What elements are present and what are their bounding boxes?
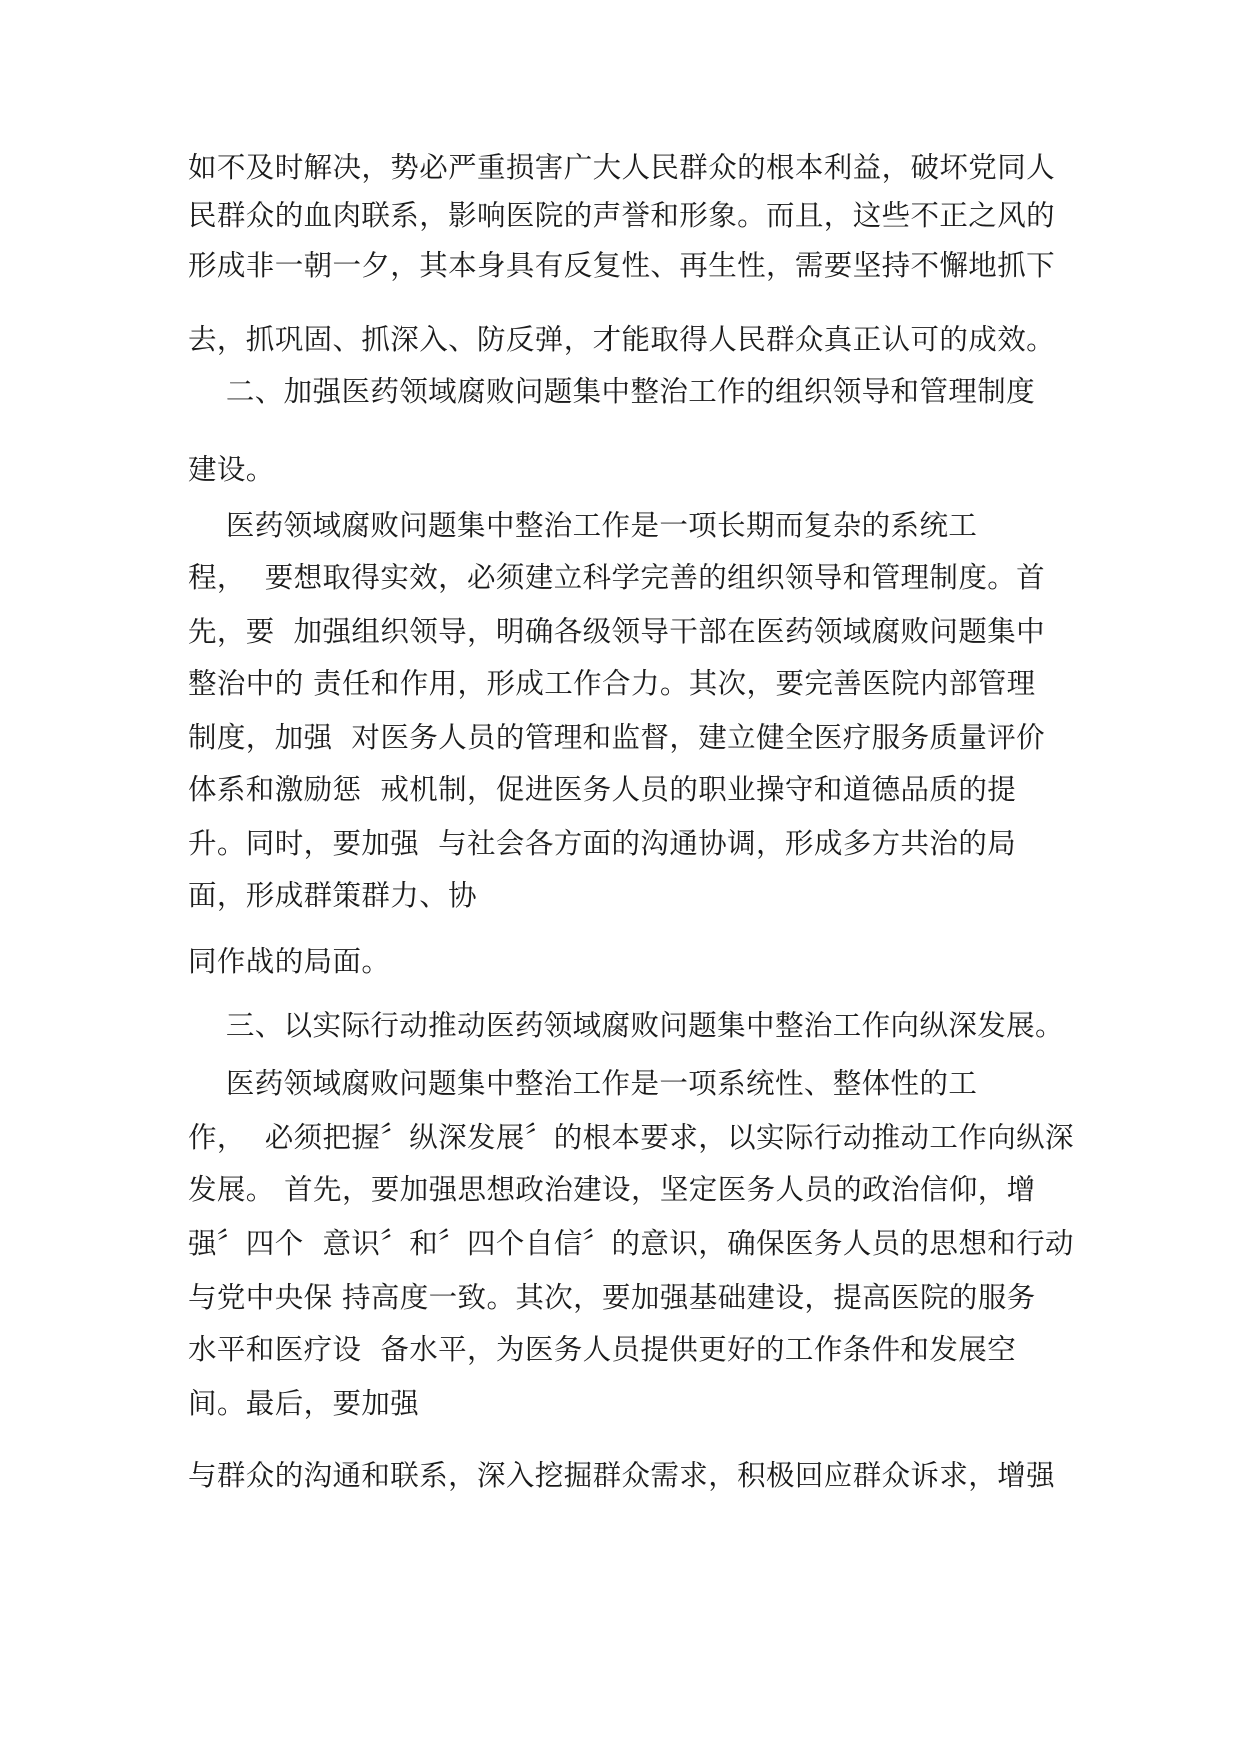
paragraph-line: 发展。 首先，要加强思想政治建设，坚定医务人员的政治信仰，增 <box>188 1173 1036 1206</box>
paragraph-line: 与党中央保 持高度一致。其次，要加强基础建设，提高医院的服务 <box>188 1281 1036 1314</box>
paragraph-line: 面，形成群策群力、协 <box>188 879 478 912</box>
paragraph-line: 与群众的沟通和联系，深入挖掘群众需求，积极回应群众诉求，增强 <box>188 1459 1056 1492</box>
paragraph-line: 民群众的血肉联系，影响医院的声誉和形象。而且，这些不正之风的 <box>188 199 1056 232</box>
paragraph-line: 医药领域腐败问题集中整治工作是一项系统性、整体性的工 <box>188 1067 978 1100</box>
section-heading-3: 三、以实际行动推动医药领域腐败问题集中整治工作向纵深发展。 <box>188 1009 1064 1042</box>
section-heading-2-continued: 建设。 <box>188 453 275 486</box>
paragraph-line: 水平和医疗设 备水平，为医务人员提供更好的工作条件和发展空 <box>188 1333 1017 1366</box>
paragraph-line: 如不及时解决，势必严重损害广大人民群众的根本利益，破坏党同人 <box>188 151 1056 184</box>
paragraph-line: 同作战的局面。 <box>188 945 391 978</box>
paragraph-line: 去，抓巩固、抓深入、防反弹，才能取得人民群众真正认可的成效。 <box>188 323 1056 356</box>
paragraph-line: 体系和激励惩 戒机制，促进医务人员的职业操守和道德品质的提 <box>188 773 1017 806</box>
paragraph-line: 间。最后，要加强 <box>188 1387 420 1420</box>
paragraph-line: 形成非一朝一夕，其本身具有反复性、再生性，需要坚持不懈地抓下 <box>188 249 1056 282</box>
paragraph-line: 程， 要想取得实效，必须建立科学完善的组织领导和管理制度。首 <box>188 561 1046 594</box>
paragraph-line: 制度，加强 对医务人员的管理和监督，建立健全医疗服务质量评价 <box>188 721 1046 754</box>
section-heading-2: 二、加强医药领域腐败问题集中整治工作的组织领导和管理制度 <box>188 375 1036 408</box>
paragraph-line: 升。同时，要加强 与社会各方面的沟通协调，形成多方共治的局 <box>188 827 1017 860</box>
paragraph-line: 作， 必须把握〞纵深发展〞的根本要求，以实际行动推动工作向纵深 <box>188 1121 1074 1154</box>
paragraph-line: 医药领域腐败问题集中整治工作是一项长期而复杂的系统工 <box>188 509 978 542</box>
paragraph-line: 整治中的 责任和作用，形成工作合力。其次，要完善医院内部管理 <box>188 667 1036 700</box>
paragraph-line: 强〞四个 意识〞和〞四个自信〞的意识，确保医务人员的思想和行动 <box>188 1227 1074 1260</box>
paragraph-line: 先，要 加强组织领导，明确各级领导干部在医药领域腐败问题集中 <box>188 615 1046 648</box>
